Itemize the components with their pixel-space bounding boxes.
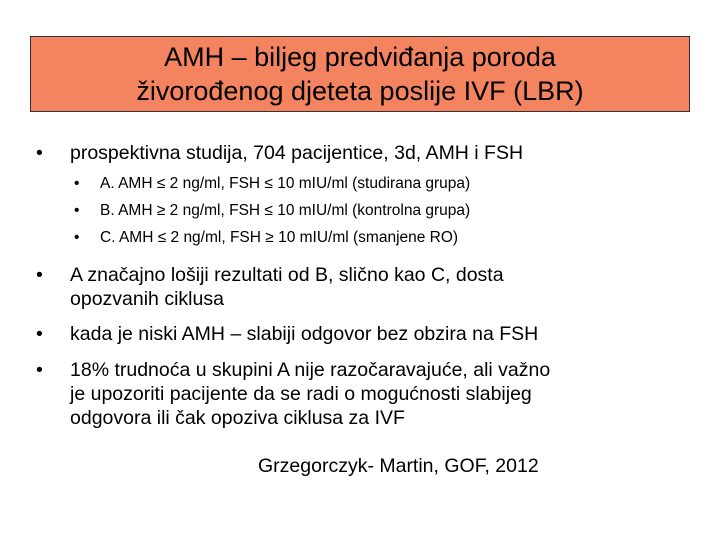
bullet-point-1-text <box>70 263 504 311</box>
bullet-dot: • <box>36 142 43 164</box>
group-item-text: C. AMH ≤ 2 ng/ml, FSH ≥ 10 mIU/ml (smanjene RO) <box>100 229 459 246</box>
text-line: odgovora ili čak opoziva ciklusa za IVF <box>70 407 405 429</box>
citation: Grzegorczyk- Martin, GOF, 2012 <box>258 455 539 477</box>
text-line: je upozoriti pacijente da se radi o mogućnosti slabijeg <box>70 383 532 405</box>
bullet-study-text: prospektivna studija, 704 pacijentice, 3d, AMH i FSH <box>70 142 524 164</box>
group-item-text: B. AMH ≥ 2 ng/ml, FSH ≤ 10 mIU/ml (kontrolna grupa) <box>100 202 471 219</box>
sub-bullet-dot: • <box>74 175 80 192</box>
group-item-text: A. AMH ≤ 2 ng/ml, FSH ≤ 10 mIU/ml (studirana grupa) <box>100 175 471 192</box>
text-line: kada je niski AMH – slabiji odgovor bez obzira na FSH <box>70 323 539 345</box>
text-line: A značajno lošiji rezultati od B, slično kao C, dosta <box>70 264 504 286</box>
bullet-point-3-text <box>70 358 550 430</box>
bullet-point-2-text <box>70 322 538 346</box>
bullet-dot: • <box>36 264 43 286</box>
title-line-2: živorođenog djeteta poslije IVF (LBR) <box>136 76 584 106</box>
sub-bullet-dot: • <box>74 202 80 219</box>
text-line: 18% trudnoća u skupini A nije razočaravajuće, ali važno <box>70 359 551 381</box>
text-line: opozvanih ciklusa <box>70 288 224 310</box>
bullet-dot: • <box>36 359 43 381</box>
sub-bullet-dot: • <box>74 229 80 246</box>
title-line-1: AMH – biljeg predviđanja poroda <box>164 42 556 72</box>
bullet-dot: • <box>36 323 43 345</box>
